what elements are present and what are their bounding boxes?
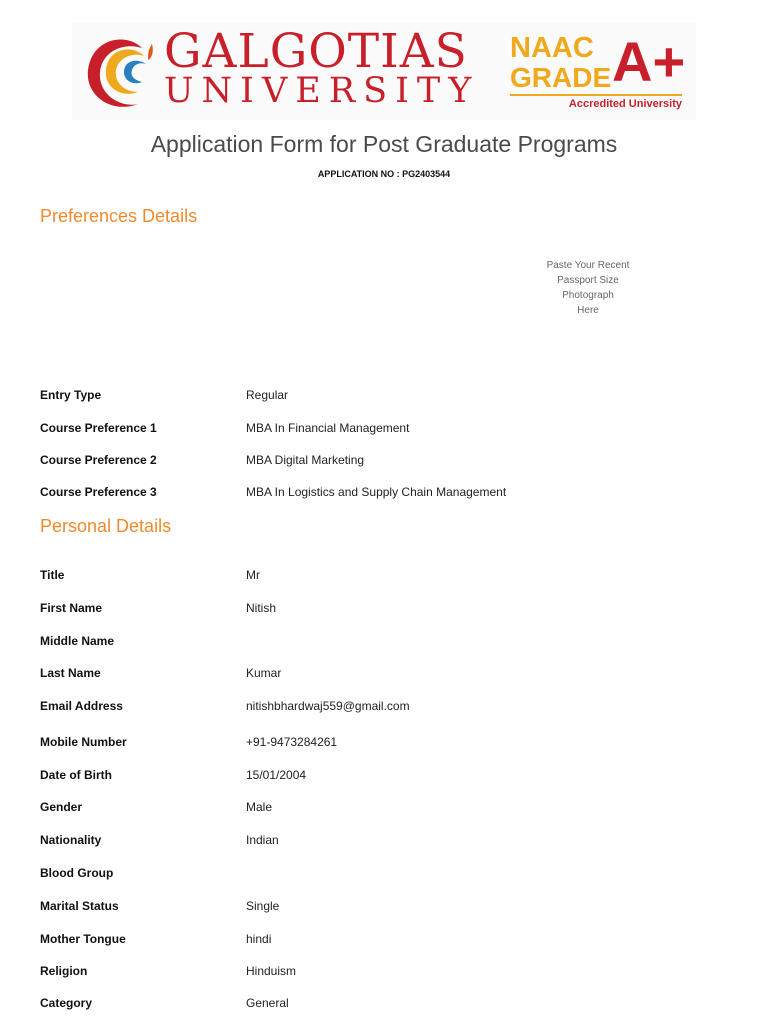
email-row xyxy=(0,699,768,719)
photo-placeholder-line: Passport Size xyxy=(557,275,619,286)
mobile-row xyxy=(0,735,768,755)
field-label: Course Preference 1 xyxy=(40,421,157,435)
field-value: Mr xyxy=(246,568,260,582)
field-value: Regular xyxy=(246,388,289,402)
personal-heading: Personal Details xyxy=(40,516,172,536)
field-value: General xyxy=(246,996,289,1010)
course-preference-2-row xyxy=(0,453,768,473)
field-value: Kumar xyxy=(246,666,282,680)
field-label: Last Name xyxy=(40,666,101,680)
naac-divider xyxy=(510,94,682,96)
field-label: Course Preference 2 xyxy=(40,453,157,467)
field-label: Religion xyxy=(40,964,88,978)
middle-name-row xyxy=(0,634,768,654)
field-label: Category xyxy=(40,996,93,1010)
first-name-row xyxy=(0,601,768,621)
field-value: Nitish xyxy=(246,601,277,615)
field-value: Indian xyxy=(246,833,279,847)
field-value: Single xyxy=(246,899,280,913)
application-number: APPLICATION NO : PG2403544 xyxy=(317,169,451,179)
field-value: MBA In Financial Management xyxy=(246,421,410,435)
field-label: Email Address xyxy=(40,699,123,713)
university-name xyxy=(164,24,480,111)
logo-line-2: UNIVERSITY xyxy=(164,71,480,111)
field-label: Marital Status xyxy=(40,899,119,913)
blood-group-row xyxy=(0,866,768,886)
course-preference-3-row xyxy=(0,485,768,505)
field-label: Title xyxy=(40,568,65,582)
field-label: Date of Birth xyxy=(40,768,112,782)
field-value: Hinduism xyxy=(246,964,297,978)
photo-placeholder xyxy=(530,258,646,318)
field-label: Course Preference 3 xyxy=(40,485,157,499)
field-value: Male xyxy=(246,800,273,814)
naac-line-2: GRADE xyxy=(510,62,612,93)
naac-accredited-label: Accredited University xyxy=(568,98,682,110)
preferences-heading: Preferences Details xyxy=(40,206,198,226)
field-label: Blood Group xyxy=(40,866,114,880)
field-label: Mobile Number xyxy=(40,735,127,749)
galgotias-logo-icon xyxy=(82,30,158,112)
field-value: 15/01/2004 xyxy=(246,768,307,782)
university-header xyxy=(72,22,696,120)
field-label: Nationality xyxy=(40,833,102,847)
logo-line-1: GALGOTIAS xyxy=(164,24,468,79)
field-label: Gender xyxy=(40,800,83,814)
naac-badge xyxy=(508,30,688,114)
marital-status-row xyxy=(0,899,768,919)
date-of-birth-row xyxy=(0,768,768,788)
field-value: +91-9473284261 xyxy=(246,735,338,749)
last-name-row xyxy=(0,666,768,686)
nationality-row xyxy=(0,833,768,853)
gender-row xyxy=(0,800,768,820)
field-value: hindi xyxy=(246,932,272,946)
entry-type-row xyxy=(0,388,768,408)
naac-grade: A+ xyxy=(612,30,686,93)
field-label: Entry Type xyxy=(40,388,102,402)
field-label: Middle Name xyxy=(40,634,115,648)
photo-placeholder-line: Here xyxy=(577,305,599,316)
title-row xyxy=(0,568,768,588)
field-value: MBA In Logistics and Supply Chain Management xyxy=(246,485,507,499)
photo-placeholder-line: Paste Your Recent xyxy=(546,260,630,271)
field-value: MBA Digital Marketing xyxy=(246,453,365,467)
field-label: Mother Tongue xyxy=(40,932,126,946)
field-label: First Name xyxy=(40,601,103,615)
category-row xyxy=(0,996,768,1016)
course-preference-1-row xyxy=(0,421,768,441)
naac-line-1: NAAC xyxy=(510,32,594,64)
mother-tongue-row xyxy=(0,932,768,952)
form-title: Application Form for Post Graduate Programs xyxy=(150,131,618,157)
religion-row xyxy=(0,964,768,984)
photo-placeholder-line: Photograph xyxy=(562,290,614,301)
field-value: nitishbhardwaj559@gmail.com xyxy=(246,699,410,713)
